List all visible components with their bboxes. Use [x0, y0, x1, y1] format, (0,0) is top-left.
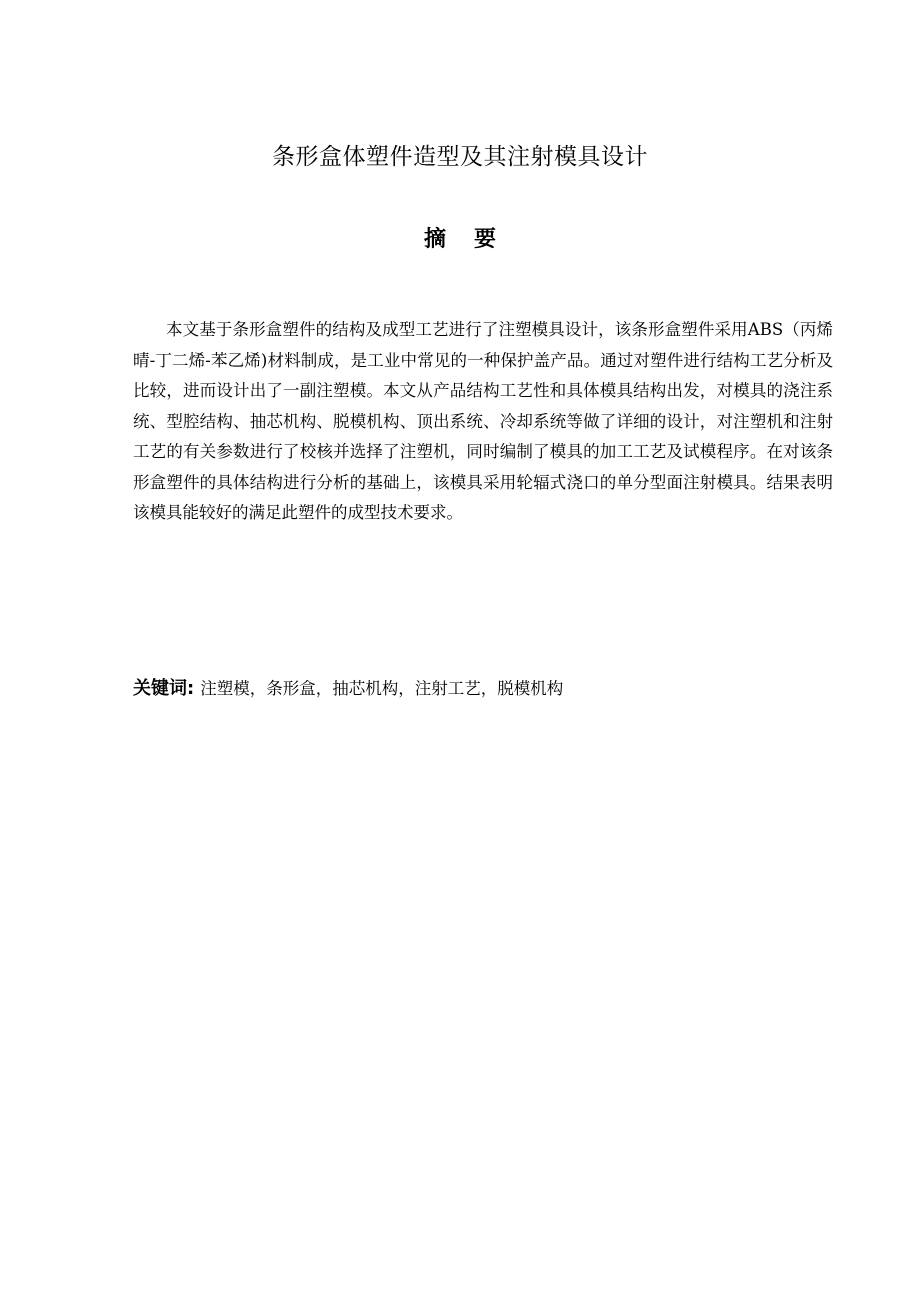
keywords-label: 关键词: [133, 678, 195, 699]
abstract-body: 本文基于条形盒塑件的结构及成型工艺进行了注塑模具设计，该条形盒塑件采用ABS（丙烯晴-丁二烯-苯乙烯)材料制成，是工业中常见的一种保护盖产品。通过对塑件进行结构工艺分析及比较，进而设计出了一副注塑模。本文从产品结构工艺性和具体模具结构出发，对模具的浇注系统、型腔结构、抽芯机构、脱模机构、顶出系统、冷却系统等做了详细的设计，对注塑机和注射工艺的有关参数进行了校核并选择了注塑机，同时编制了模具的加工工艺及试模程序。在对该条形盒塑件的具体结构进行分析的基础上，该模具采用轮辐式浇口的单分型面注射模具。结果表明该模具能较好的满足此塑件的成型技术要求。 [133, 320, 833, 522]
keywords-text: 注塑模，条形盒，抽芯机构，注射工艺，脱模机构 [200, 679, 564, 698]
abstract-heading: 摘要 [423, 227, 524, 252]
keywords-line [133, 674, 833, 704]
document-title: 条形盒体塑件造型及其注射模具设计 [272, 144, 648, 170]
